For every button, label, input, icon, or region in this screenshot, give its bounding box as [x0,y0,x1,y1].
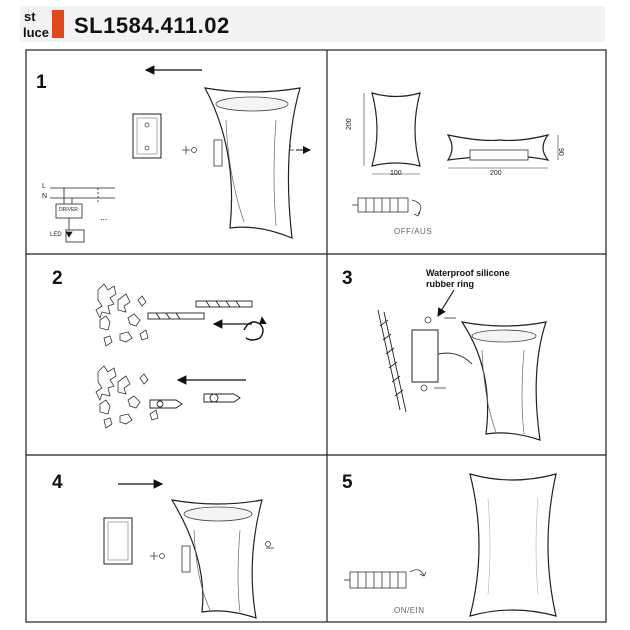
model-number: SL1584.411.02 [74,13,230,38]
wall-lamp-4 [172,500,262,618]
drill-bits [148,301,252,319]
front-view-outline [372,93,420,166]
front-view-lamp-5 [470,474,556,616]
driver-label: DRIVER [59,207,78,213]
led-label: LED [50,232,62,238]
callout-rubber-ring [426,268,510,290]
switch-label-off: OFF/AUS [394,227,433,236]
rubber-ring-icon [425,317,431,323]
screw-icon-left [182,146,190,154]
rotate-icon [244,318,266,340]
mounting-plate-3 [412,330,438,382]
callout-line-1: Waterproof silicone [426,268,510,278]
step-number-2: 2 [52,268,63,289]
panel-3-drawing [378,290,546,440]
panel-1-drawing [50,70,310,242]
terminal-block-off [352,198,421,216]
wiring-ellipsis: ... [100,212,108,222]
callout-line-2: rubber ring [426,279,475,289]
step-number-5: 5 [342,472,353,493]
panel-4-drawing [104,484,274,618]
wall-lamp-3 [462,322,546,440]
dimension-width-top: 200 [490,170,502,177]
panel-2-drawing [96,284,266,428]
logo-text-bottom: luce [23,25,50,40]
step-number-3: 3 [342,268,353,289]
step-number-1: 1 [36,72,47,93]
switch-label-on: ON/EIN [394,606,425,615]
wire-label-l: L [42,183,46,190]
supply-cable [438,353,472,364]
wall-lamp [205,88,300,238]
dimension-width-front: 100 [390,170,402,177]
dimension-height: 200 [346,118,353,130]
logo-text-top: st [24,9,36,24]
terminal-block-on [344,570,426,588]
step-number-4: 4 [52,472,63,493]
wall-plugs [150,394,240,408]
panel-5-drawing [344,474,556,616]
wall-section [378,310,406,412]
wire-label-n: N [42,193,48,200]
wall-texture-top [96,284,148,346]
wall-texture-bottom [96,366,158,428]
panel-dimensions-drawing [352,93,558,216]
dimension-depth: 90 [557,148,564,156]
